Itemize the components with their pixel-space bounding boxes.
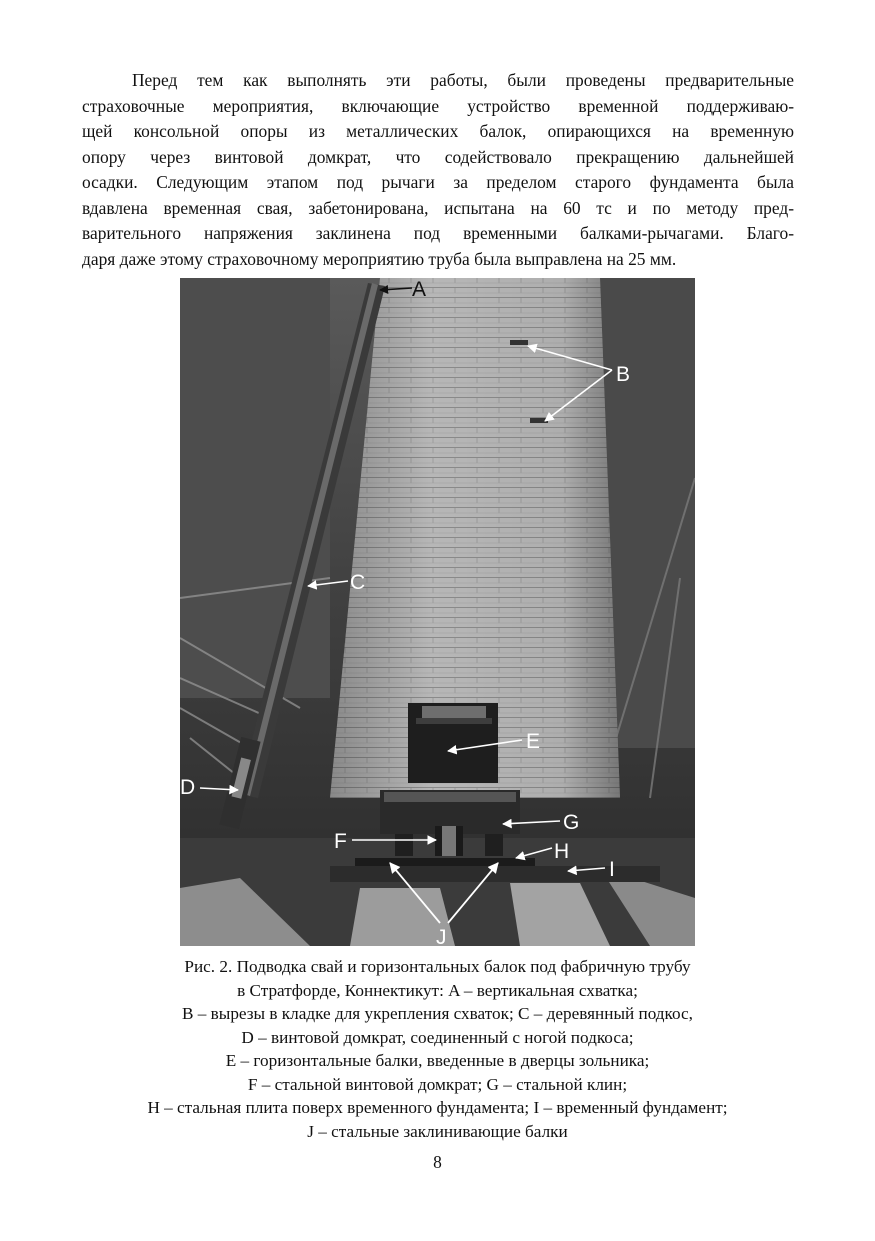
label-b: B <box>616 363 631 386</box>
paragraph-line: даря даже этому страховочному мероприятию труба была выправлена на 25 мм. <box>82 248 677 269</box>
paragraph-line: щей консольной опоры из металлических балок, опирающихся на временную <box>82 121 794 141</box>
chimney-photo <box>180 278 695 946</box>
label-j: J <box>436 926 447 946</box>
caption-line: J – стальные заклинивающие балки <box>307 1121 568 1141</box>
paragraph-line: страховочные мероприятия, включающие устройство временной поддерживаю- <box>82 95 794 116</box>
paragraph-line: вдавлена временная свая, забетонирована, испытана на 60 тс и по методу пред- <box>82 197 794 218</box>
label-d: D <box>180 776 196 799</box>
caption-line: B – вырезы в кладке для укрепления схваток; C – деревянный подкос, <box>182 1004 693 1023</box>
label-a: A <box>412 278 427 301</box>
label-c: C <box>350 571 366 594</box>
label-f: F <box>334 830 347 853</box>
caption-line: F – стальной винтовой домкрат; G – стальной клин; <box>247 1074 628 1094</box>
caption-line: D – винтовой домкрат, соединенный с ногой подкоса; <box>241 1027 634 1047</box>
label-i: I <box>609 858 615 881</box>
chimney-photo-figure <box>180 278 695 946</box>
paragraph-line: варительного напряжения заклинена под временными балками-рычагами. Благо- <box>82 223 794 243</box>
caption-line: H – стальная плита поверх временного фундамента; I – временный фундамент; <box>147 1098 728 1117</box>
label-h: H <box>554 840 570 863</box>
paragraph-line: опору через винтовой домкрат, что содействовало прекращению дальнейшей <box>82 146 794 167</box>
body-paragraph <box>82 68 794 272</box>
paragraph-line: Перед тем как выполнять эти работы, были проведены предварительные <box>132 70 794 90</box>
caption-line: E – горизонтальные балки, введенные в дверцы зольника; <box>225 1051 650 1070</box>
label-e: E <box>526 730 541 753</box>
paragraph-line: осадки. Следующим этапом под рычаги за пределом старого фундамента была <box>82 172 794 192</box>
caption-line: Рис. 2. Подводка свай и горизонтальных балок под фабричную трубу <box>184 957 691 976</box>
page-number: 8 <box>433 1152 442 1172</box>
caption-line: в Стратфорде, Коннектикут: A – вертикальная схватка; <box>237 980 638 1000</box>
label-g: G <box>563 811 580 834</box>
figure-caption <box>60 955 815 1143</box>
